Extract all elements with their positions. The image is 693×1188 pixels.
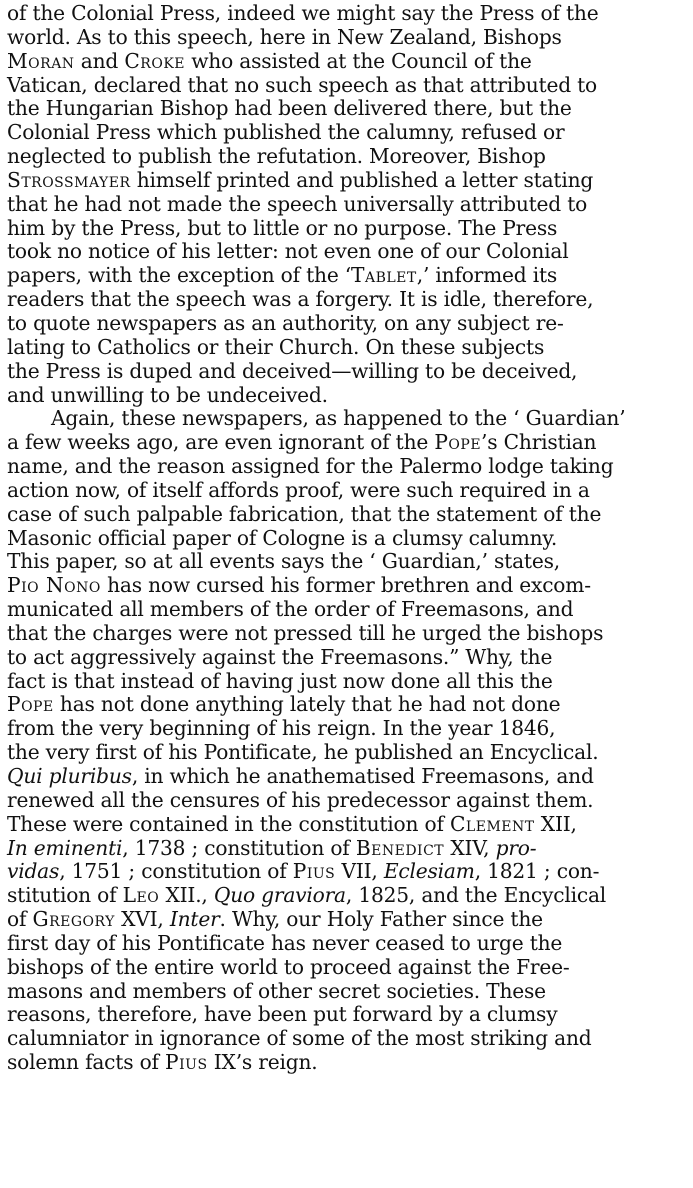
text-line — [7, 956, 687, 980]
text-run: ,’ informed its — [416, 263, 558, 288]
small-caps-run: Leo — [122, 883, 160, 908]
small-caps-run: Pio Nono — [7, 573, 101, 598]
text-run: Again, these newspapers, as happened to the ‘ Guardian’ — [51, 406, 626, 431]
small-caps-run: Clement — [449, 811, 535, 836]
text-run: VII, — [335, 859, 384, 884]
text-run: a few weeks ago, are even ignorant of the — [7, 430, 435, 455]
text-run: the Hungarian Bishop had been delivered there, but the — [7, 96, 572, 121]
text-run: the Press is duped and deceived—willing to be deceived, — [7, 358, 578, 383]
text-line — [7, 288, 687, 312]
text-run: XVI, — [114, 907, 170, 932]
text-line — [7, 145, 687, 169]
small-caps-run: Moran — [7, 48, 75, 73]
text-line — [7, 598, 687, 622]
text-run: masons and members of other secret societies. These — [7, 978, 546, 1003]
text-line — [7, 2, 687, 26]
text-line — [7, 908, 687, 932]
text-line — [7, 407, 687, 431]
text-line — [7, 217, 687, 241]
text-line — [7, 741, 687, 765]
text-run: . Why, our Holy Father since the — [219, 907, 543, 932]
text-line — [7, 717, 687, 741]
italic-run: vidas — [7, 859, 60, 884]
text-line — [7, 169, 687, 193]
italic-run: Quo graviora — [213, 883, 346, 908]
text-run: papers, with the exception of the ‘ — [7, 263, 352, 288]
italic-run: Eclesiam — [383, 859, 475, 884]
text-run: Masonic official paper of Cologne is a clumsy calumny. — [7, 525, 558, 550]
text-run: of the Colonial Press, indeed we might say the Press of the — [7, 1, 599, 25]
text-run: that the charges were not pressed till he urged the bishops — [7, 620, 604, 645]
text-line — [7, 932, 687, 956]
text-run: to act aggressively against the Freemasons.” Why, the — [7, 644, 553, 669]
text-line — [7, 789, 687, 813]
text-run: Vatican, declared that no such speech as that attributed to — [7, 72, 597, 97]
text-run: , 1825, and the Encyclical — [345, 883, 607, 908]
text-line — [7, 479, 687, 503]
text-line — [7, 837, 687, 861]
text-run: solemn facts of — [7, 1050, 166, 1075]
text-run: who assisted at the Council of the — [185, 48, 532, 73]
text-line — [7, 550, 687, 574]
text-run: lating to Catholics or their Church. On these subjects — [7, 334, 545, 359]
text-run: neglected to publish the refutation. Moreover, Bishop — [7, 144, 546, 169]
text-run: These were contained in the constitution of — [7, 811, 450, 836]
text-run: and — [74, 48, 125, 73]
text-run: stitution of — [7, 883, 123, 908]
text-line — [7, 312, 687, 336]
text-run: reasons, therefore, have been put forward by a clumsy — [7, 1002, 558, 1027]
text-line — [7, 860, 687, 884]
text-run: XII, — [534, 811, 577, 836]
italic-run: Qui pluribus — [7, 764, 132, 788]
text-run: case of such palpable fabrication, that the statement of the — [7, 501, 602, 526]
text-line — [7, 240, 687, 264]
text-line — [7, 455, 687, 479]
text-run: to quote newspapers as an authority, on any subject re- — [7, 310, 564, 335]
text-line — [7, 74, 687, 98]
text-line — [7, 693, 687, 717]
text-run: himself printed and published a letter stating — [130, 167, 594, 192]
text-line — [7, 670, 687, 694]
text-line — [7, 360, 687, 384]
text-line — [7, 431, 687, 455]
text-line — [7, 97, 687, 121]
text-line — [7, 527, 687, 551]
text-line — [7, 1051, 687, 1075]
text-run: , 1738 ; constitution of — [122, 835, 356, 860]
text-run: and unwilling to be undeceived. — [7, 382, 328, 407]
text-line — [7, 1027, 687, 1051]
small-caps-run: Benedict — [355, 835, 445, 860]
text-line — [7, 813, 687, 837]
text-run: action now, of itself affords proof, were such required in a — [7, 477, 590, 502]
italic-run: Inter — [169, 907, 220, 932]
text-line — [7, 574, 687, 598]
text-run: first day of his Pontificate has never ceased to urge the — [7, 930, 563, 955]
text-run: Colonial Press which published the calumny, refused or — [7, 120, 565, 145]
italic-run: In eminenti — [7, 835, 123, 860]
text-run: This paper, so at all events says the ‘ Guardian,’ states, — [7, 549, 560, 574]
text-run: has not done anything lately that he had not done — [53, 692, 561, 717]
text-run: municated all members of the order of Freemasons, and — [7, 597, 574, 622]
text-line — [7, 765, 687, 789]
small-caps-run: Pius — [165, 1050, 208, 1075]
text-run: from the very beginning of his reign. In the year 1846, — [7, 716, 556, 741]
text-run: IX’s reign. — [207, 1050, 318, 1075]
text-body — [7, 2, 687, 1075]
text-line — [7, 193, 687, 217]
text-run: ’s Christian — [481, 430, 597, 455]
text-run: world. As to this speech, here in New Zealand, Bishops — [7, 24, 562, 49]
text-line — [7, 336, 687, 360]
text-line — [7, 264, 687, 288]
text-run: bishops of the entire world to proceed against the Free- — [7, 954, 570, 979]
text-run: that he had not made the speech universally attributed to — [7, 191, 588, 216]
text-run: the very first of his Pontificate, he published an Encyclical. — [7, 740, 599, 765]
text-run: him by the Press, but to little or no purpose. The Press — [7, 215, 558, 240]
small-caps-run: Pius — [292, 859, 336, 884]
text-line — [7, 646, 687, 670]
small-caps-run: Gregory — [32, 907, 115, 932]
text-run: name, and the reason assigned for the Palermo lodge taking — [7, 454, 614, 479]
small-caps-run: Strossmayer — [7, 167, 131, 192]
text-line — [7, 622, 687, 646]
text-line — [7, 980, 687, 1004]
small-caps-run: Tablet — [351, 263, 417, 288]
text-run: readers that the speech was a forgery. It is idle, therefore, — [7, 287, 594, 312]
text-run: of — [7, 907, 33, 932]
text-run: renewed all the censures of his predecessor against them. — [7, 787, 594, 812]
text-line — [7, 884, 687, 908]
small-caps-run: Pope — [434, 430, 482, 455]
text-run: XII., — [159, 883, 214, 908]
small-caps-run: Pope — [7, 692, 54, 717]
text-line — [7, 121, 687, 145]
text-run: took no notice of his letter: not even one of our Colonial — [7, 239, 569, 264]
text-run: has now cursed his former brethren and excom- — [100, 573, 591, 598]
text-run: , 1821 ; con- — [474, 859, 600, 884]
text-line — [7, 26, 687, 50]
text-run: fact is that instead of having just now done all this the — [7, 668, 553, 693]
text-line — [7, 384, 687, 408]
text-run: XIV, — [444, 835, 496, 860]
text-run: calumniator in ignorance of some of the most striking and — [7, 1026, 592, 1051]
small-caps-run: Croke — [124, 48, 186, 73]
text-run: , in which he anathematised Freemasons, and — [131, 764, 594, 788]
text-line — [7, 503, 687, 527]
text-line — [7, 1003, 687, 1027]
text-line — [7, 50, 687, 74]
text-run: , 1751 ; constitution of — [59, 859, 293, 884]
italic-run: pro- — [495, 835, 537, 860]
